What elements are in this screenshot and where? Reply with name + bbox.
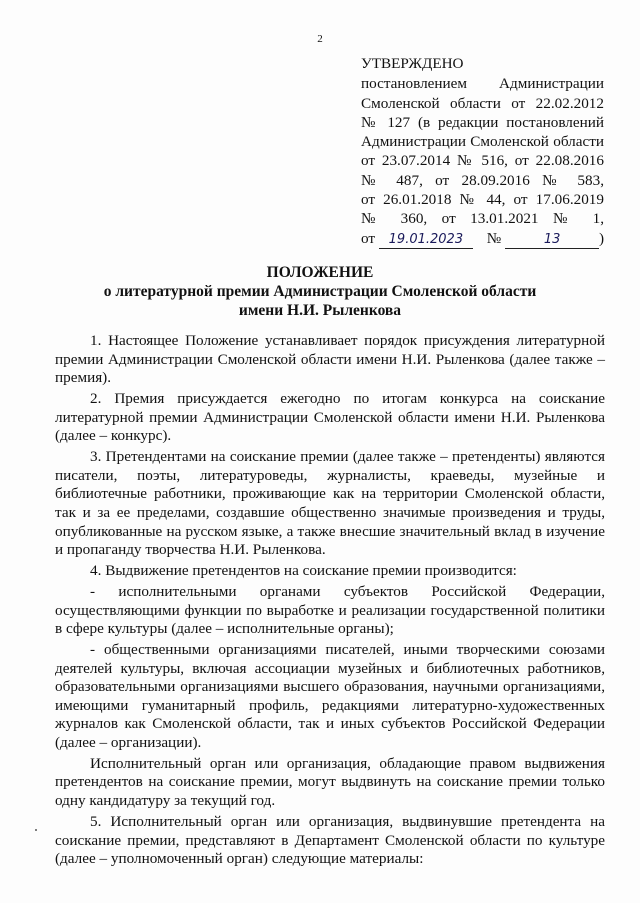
paragraph: 3. Претендентами на соискание премии (далее также – претенденты) являются писатели, поэты, литературоведы, журналисты, краеведы, музейные и библиотечные работники, проживающие как на территории Смоленской области, так и за ее пределами, создавшие общественно значимые произведения и труды, опубликованные на русском языке, а также внесшие значительный вклад в изучение и пропаганду творчества Н.И. Рыленкова. [55, 448, 605, 559]
approval-stamp-block [361, 54, 604, 249]
paragraph: 5. Исполнительный орган или организация, выдвинувшие претендента на соискание премии, представляют в Департамент Смоленской области по культуре (далее – уполномоченный орган) следующие материалы: [55, 812, 605, 868]
paragraph: - общественными организациями писателей, иными творческими союзами деятелей культуры, включая ассоциации музейных и библиотечных работников, образовательными организациями высшего образования, научными организациями, имеющими гуманитарный профиль, редакциями литературно-художественных журналов как Смоленской области, так и иных субъектов Российской Федерации (далее – организации). [55, 640, 605, 751]
document-body [55, 332, 605, 871]
approval-line: № 127 (в редакции постановлений [361, 113, 604, 131]
handwritten-number: 13 [505, 232, 599, 249]
approval-line: постановлением Администрации [361, 75, 604, 93]
paragraph: Исполнительный орган или организация, обладающие правом выдвижения претендентов на соискание премии, могут выдвинуть на соискание премии только одну кандидатуру за текущий год. [55, 754, 605, 810]
page-number: 2 [317, 33, 323, 45]
paragraph: 1. Настоящее Положение устанавливает порядок присуждения литературной премии Администрации Смоленской области имени Н.И. Рыленкова (далее также – премия). [55, 332, 605, 387]
approval-line: от 26.01.2018 № 44, от 17.06.2019 [361, 191, 604, 209]
approval-prefix: от [361, 229, 376, 247]
title-line: ПОЛОЖЕНИЕ [266, 264, 374, 281]
approval-heading: УТВЕРЖДЕНО [361, 55, 464, 72]
title-line: о литературной премии Администрации Смоленской области [103, 283, 537, 300]
approval-line: № 487, от 28.09.2016 № 583, [361, 171, 604, 189]
handwritten-date: 19.01.2023 [379, 232, 473, 249]
paragraph: 2. Премия присуждается ежегодно по итогам конкурса на соискание литературной премии Администрации Смоленской области имени Н.И. Рыленкова (далее – конкурс). [55, 390, 605, 445]
paragraph: 4. Выдвижение претендентов на соискание премии производится: [90, 562, 517, 580]
number-sign: № [486, 229, 502, 247]
approval-line: № 360, от 13.01.2021 № 1, [361, 210, 604, 228]
title-line: имени Н.И. Рыленкова [238, 302, 402, 319]
approval-line: Смоленской области от 22.02.2012 [361, 94, 604, 112]
approval-last-line [361, 229, 604, 249]
closing-paren: ) [598, 229, 604, 247]
approval-line: от 23.07.2014 № 516, от 22.08.2016 [361, 152, 604, 170]
paragraph: - исполнительными органами субъектов Российской Федерации, осуществляющими функции по выработке и реализации государственной политики в сфере культуры (далее – исполнительные органы); [55, 582, 605, 638]
scan-speck [35, 829, 37, 831]
approval-line: Администрации Смоленской области [361, 133, 604, 151]
document-title [0, 263, 640, 320]
